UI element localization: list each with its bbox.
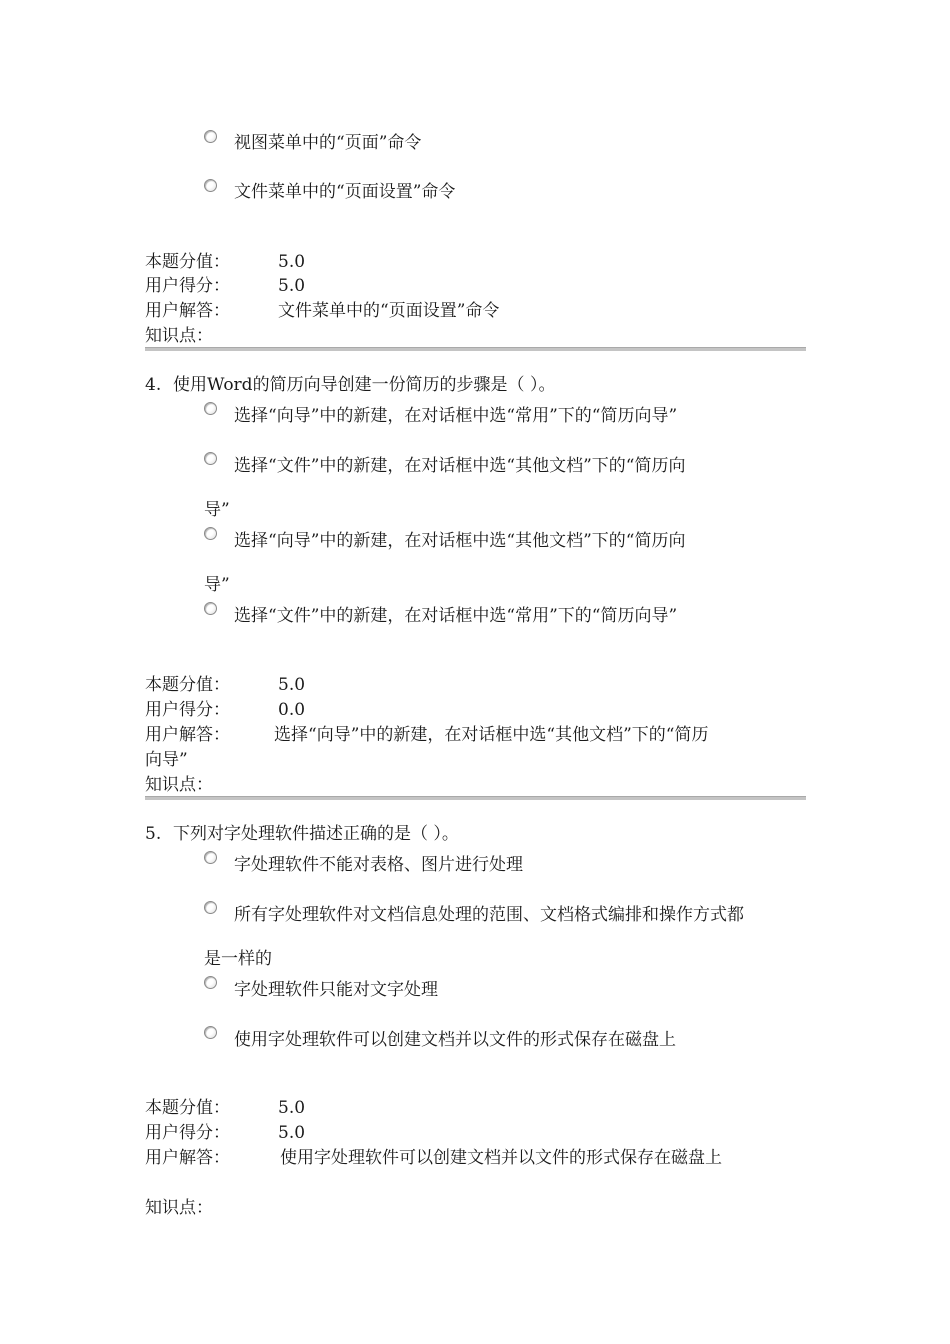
q5-answer-label: 用户解答： [145, 1148, 230, 1168]
q3-user-score-value: 5.0 [278, 276, 306, 296]
q3-answer-label: 用户解答： [145, 301, 230, 321]
q4-answer-label: 用户解答： [145, 725, 230, 745]
q4-question-text: 使用Word的简历向导创建一份简历的步骤是（ ）。 [173, 375, 556, 395]
q5-option-1-label[interactable]: 字处理软件不能对表格、图片进行处理 [234, 855, 523, 875]
q3-option-2-label[interactable]: 文件菜单中的“页面设置”命令 [234, 182, 456, 202]
q4-divider [145, 796, 806, 800]
q5-score-label: 本题分值： [145, 1098, 230, 1118]
q5-option-3-label[interactable]: 字处理软件只能对文字处理 [234, 980, 438, 1000]
q5-option-4-label[interactable]: 使用字处理软件可以创建文档并以文件的形式保存在磁盘上 [234, 1030, 676, 1050]
q5-user-score-label: 用户得分： [145, 1123, 230, 1143]
q5-option-1-radio[interactable] [204, 851, 217, 864]
q4-number: 4. [145, 375, 162, 395]
q4-option-4-label[interactable]: 选择“文件”中的新建，在对话框中选“常用”下的“简历向导” [234, 606, 678, 626]
q5-question-text: 下列对字处理软件描述正确的是（ ）。 [173, 824, 459, 844]
q3-knowledge-label: 知识点： [145, 326, 213, 346]
q5-option-4-radio[interactable] [204, 1026, 217, 1039]
q5-number: 5. [145, 824, 162, 844]
q5-user-score-value: 5.0 [278, 1123, 306, 1143]
q5-answer-value: 使用字处理软件可以创建文档并以文件的形式保存在磁盘上 [280, 1148, 722, 1168]
q4-user-score-value: 0.0 [278, 700, 306, 720]
q4-answer-value: 选择“向导”中的新建，在对话框中选“其他文档”下的“简历 [274, 725, 709, 745]
q4-knowledge-label: 知识点： [145, 775, 213, 795]
q5-option-2-radio[interactable] [204, 901, 217, 914]
q4-option-3-label-cont[interactable]: 导” [204, 575, 230, 595]
q3-option-1-radio[interactable] [204, 130, 217, 143]
q4-option-2-label-cont[interactable]: 导” [204, 500, 230, 520]
q4-option-1-label[interactable]: 选择“向导”中的新建，在对话框中选“常用”下的“简历向导” [234, 406, 678, 426]
q4-option-1-radio[interactable] [204, 402, 217, 415]
q4-option-2-radio[interactable] [204, 452, 217, 465]
q3-option-2-radio[interactable] [204, 179, 217, 192]
q4-option-4-radio[interactable] [204, 602, 217, 615]
q5-knowledge-label: 知识点： [145, 1198, 213, 1218]
q4-user-score-label: 用户得分： [145, 700, 230, 720]
q4-score-label: 本题分值： [145, 675, 230, 695]
q5-option-2-label-cont[interactable]: 是一样的 [204, 949, 272, 969]
q4-option-3-radio[interactable] [204, 527, 217, 540]
q3-option-1-label[interactable]: 视图菜单中的“页面”命令 [234, 133, 422, 153]
q5-score-value: 5.0 [278, 1098, 306, 1118]
q4-option-3-label[interactable]: 选择“向导”中的新建，在对话框中选“其他文档”下的“简历向 [234, 531, 686, 551]
q4-answer-value-cont: 向导” [145, 750, 188, 770]
q5-option-3-radio[interactable] [204, 976, 217, 989]
q3-divider [145, 347, 806, 351]
q4-option-2-label[interactable]: 选择“文件”中的新建，在对话框中选“其他文档”下的“简历向 [234, 456, 686, 476]
q3-score-label: 本题分值： [145, 252, 230, 272]
q3-answer-value: 文件菜单中的“页面设置”命令 [278, 301, 500, 321]
q4-score-value: 5.0 [278, 675, 306, 695]
q3-score-value: 5.0 [278, 252, 306, 272]
q5-option-2-label[interactable]: 所有字处理软件对文档信息处理的范围、文档格式编排和操作方式都 [234, 905, 744, 925]
q3-user-score-label: 用户得分： [145, 276, 230, 296]
